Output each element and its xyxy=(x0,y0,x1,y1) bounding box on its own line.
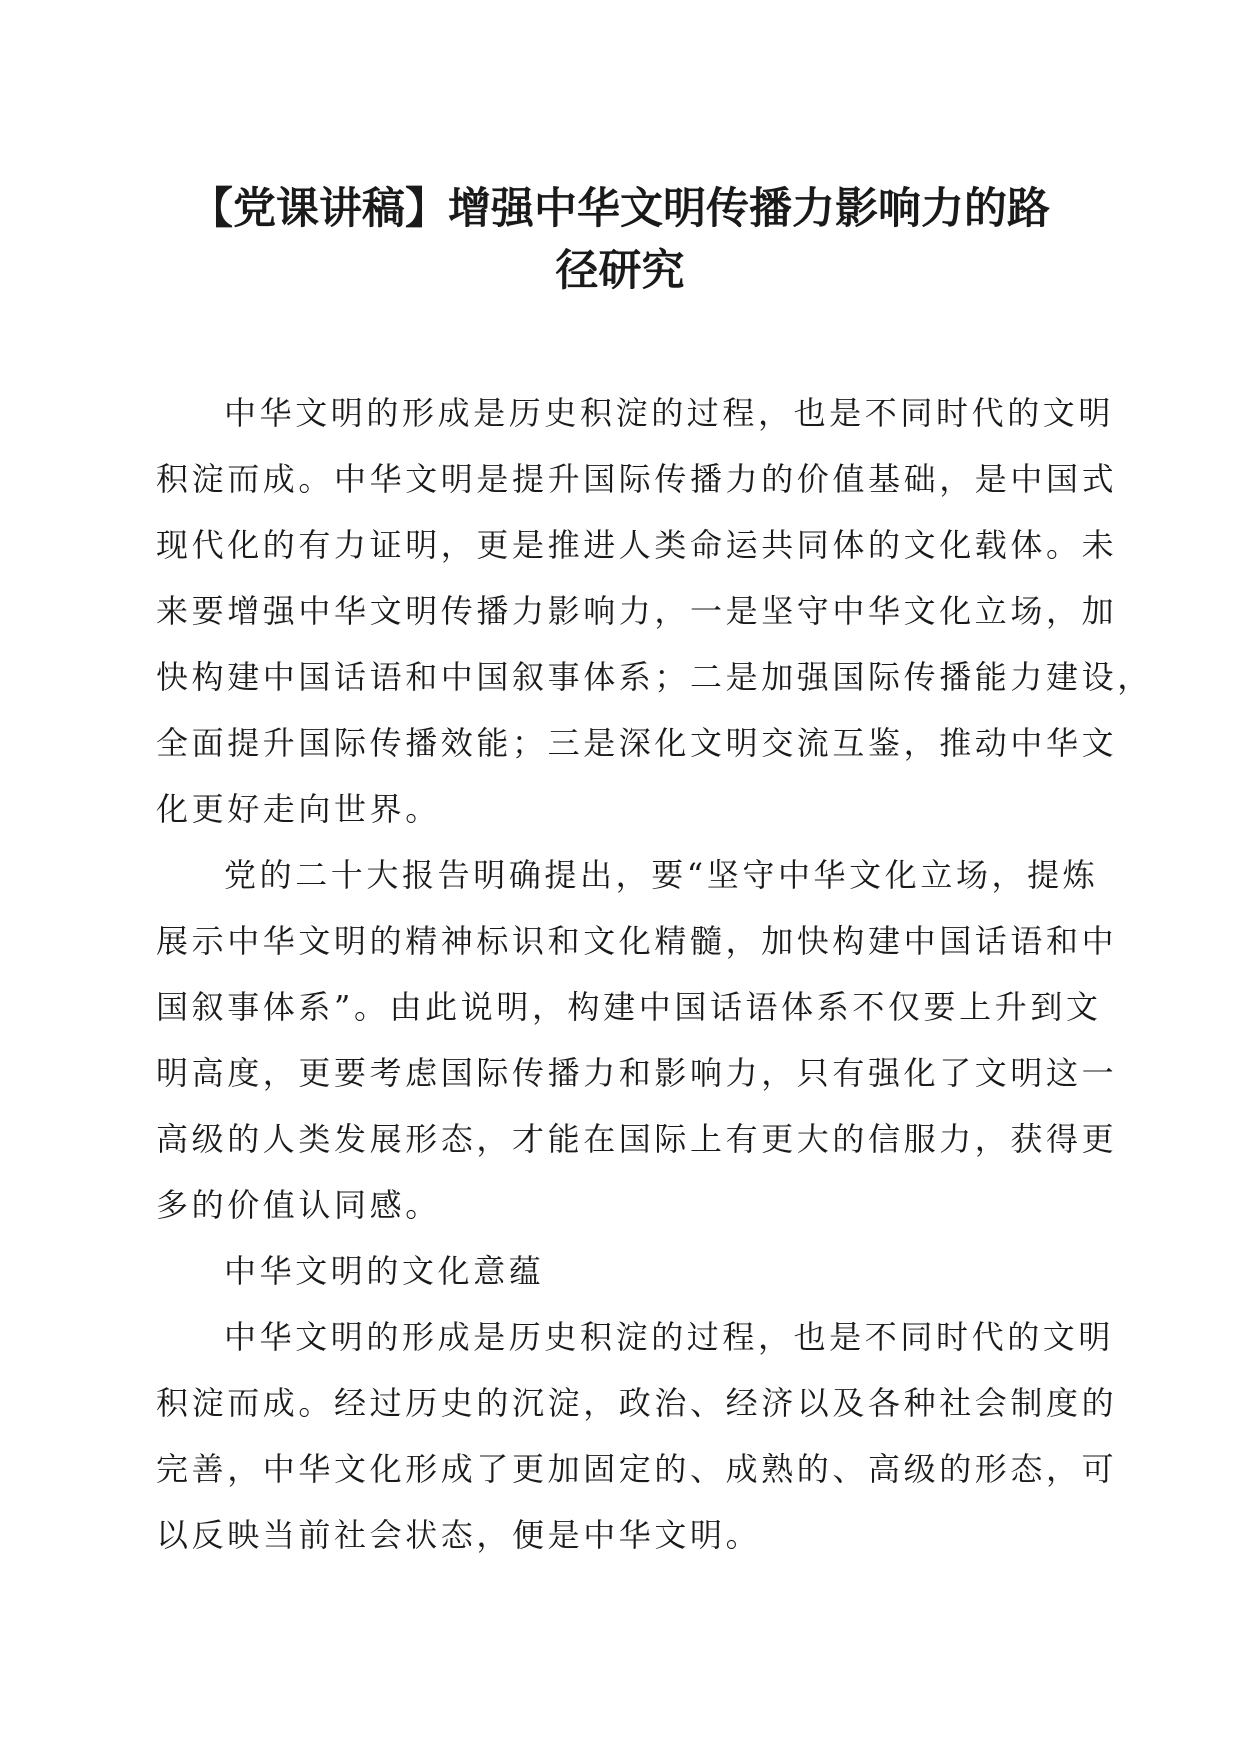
document-body xyxy=(156,380,1153,1568)
paragraph-line: 化更好走向世界。 xyxy=(156,790,441,828)
paragraph-line: 积淀而成。中华文明是提升国际传播力的价值基础，是中国式 xyxy=(156,460,1118,498)
paragraph-line: 多的价值认同感。 xyxy=(156,1186,441,1224)
title-line-2: 径研究 xyxy=(555,246,685,296)
paragraph-culture xyxy=(156,1304,1118,1568)
paragraph-line: 国叙事体系”。由此说明，构建中国话语体系不仅要上升到文 xyxy=(156,988,1102,1026)
paragraph-report xyxy=(156,842,1118,1238)
paragraph-line: 积淀而成。经过历史的沉淀，政治、经济以及各种社会制度的 xyxy=(156,1384,1118,1422)
paragraph-line: 中华文明的形成是历史积淀的过程，也是不同时代的文明 xyxy=(224,394,1115,432)
paragraph-line: 完善，中华文化形成了更加固定的、成熟的、高级的形态，可 xyxy=(156,1450,1118,1488)
paragraph-line: 全面提升国际传播效能；三是深化文明交流互鉴，推动中华文 xyxy=(156,724,1118,762)
paragraph-intro xyxy=(156,380,1153,842)
paragraph-line: 以反映当前社会状态，便是中华文明。 xyxy=(156,1516,762,1554)
section-heading xyxy=(156,1238,1080,1304)
section-heading-text: 中华文明的文化意蕴 xyxy=(224,1252,545,1290)
paragraph-line: 现代化的有力证明，更是推进人类命运共同体的文化载体。未 xyxy=(156,526,1118,564)
paragraph-line: 中华文明的形成是历史积淀的过程，也是不同时代的文明 xyxy=(224,1318,1115,1356)
paragraph-line: 来要增强中华文明传播力影响力，一是坚守中华文化立场，加 xyxy=(156,592,1118,630)
title-line-1: 【党课讲稿】增强中华文明传播力影响力的路 xyxy=(190,184,1050,234)
document-title xyxy=(150,178,1090,302)
paragraph-line: 高级的人类发展形态，才能在国际上有更大的信服力，获得更 xyxy=(156,1120,1118,1158)
paragraph-line: 党的二十大报告明确提出，要“坚守中华文化立场，提炼 xyxy=(224,856,1099,894)
paragraph-line: 展示中华文明的精神标识和文化精髓，加快构建中国话语和中 xyxy=(156,922,1118,960)
paragraph-line: 快构建中国话语和中国叙事体系；二是加强国际传播能力建设， xyxy=(156,658,1153,696)
paragraph-line: 明高度，更要考虑国际传播力和影响力，只有强化了文明这一 xyxy=(156,1054,1118,1092)
